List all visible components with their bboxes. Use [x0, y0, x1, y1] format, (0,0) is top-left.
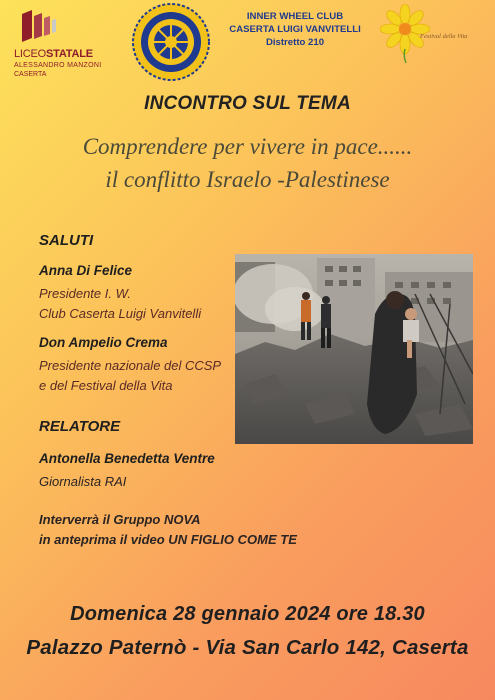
relatore-heading: RELATORE — [39, 418, 121, 435]
inner-wheel-icon — [131, 2, 211, 82]
speaker-1-role: Presidente I. W. — [39, 286, 131, 301]
club-block — [220, 10, 370, 49]
speaker-1-club: Club Caserta Luigi Vanvitelli — [39, 306, 202, 321]
liceo-city: CASERTA — [14, 71, 47, 78]
news-photo — [235, 254, 473, 444]
liceo-subtitle: ALESSANDRO MANZONI — [14, 62, 102, 69]
club-name: INNER WHEEL CLUB — [246, 11, 344, 22]
saluti-heading: SALUTI — [39, 232, 94, 249]
rubble-scene-image — [235, 254, 473, 444]
event-title: INCONTRO SUL TEMA — [144, 93, 351, 114]
club-location: CASERTA LUIGI VANVITELLI — [229, 24, 361, 35]
event-subtitle — [0, 130, 495, 196]
event-place: Palazzo Paternò - Via San Carlo 142, Caserta — [26, 636, 469, 659]
relatore-role: Giornalista RAI — [39, 474, 127, 489]
note-video: in anteprima il video UN FIGLIO COME TE — [39, 532, 297, 547]
liceo-logo — [14, 8, 114, 80]
festival-logo — [380, 4, 470, 74]
liceo-emblem-icon — [20, 8, 64, 44]
speaker-2-name: Don Ampelio Crema — [39, 335, 168, 350]
speaker-2-festival: e del Festival della Vita — [39, 378, 173, 393]
speaker-2-role: Presidente nazionale del CCSP — [39, 358, 222, 373]
festival-label: Festival della Vita — [420, 33, 468, 40]
inner-wheel-emblem — [131, 2, 211, 82]
liceo-name: LICEOSTATALE — [14, 48, 93, 60]
subtitle-line-1: Comprendere per vivere in pace...... — [82, 134, 413, 159]
relatore-name: Antonella Benedetta Ventre — [39, 451, 215, 466]
subtitle-line-2: il conflitto Israelo -Palestinese — [105, 167, 390, 192]
event-date: Domenica 28 gennaio 2024 ore 18.30 — [70, 603, 425, 625]
note-gruppo-nova: Interverrà il Gruppo NOVA — [39, 512, 201, 527]
speaker-1-name: Anna Di Felice — [39, 263, 133, 278]
club-district: Distretto 210 — [265, 37, 325, 48]
